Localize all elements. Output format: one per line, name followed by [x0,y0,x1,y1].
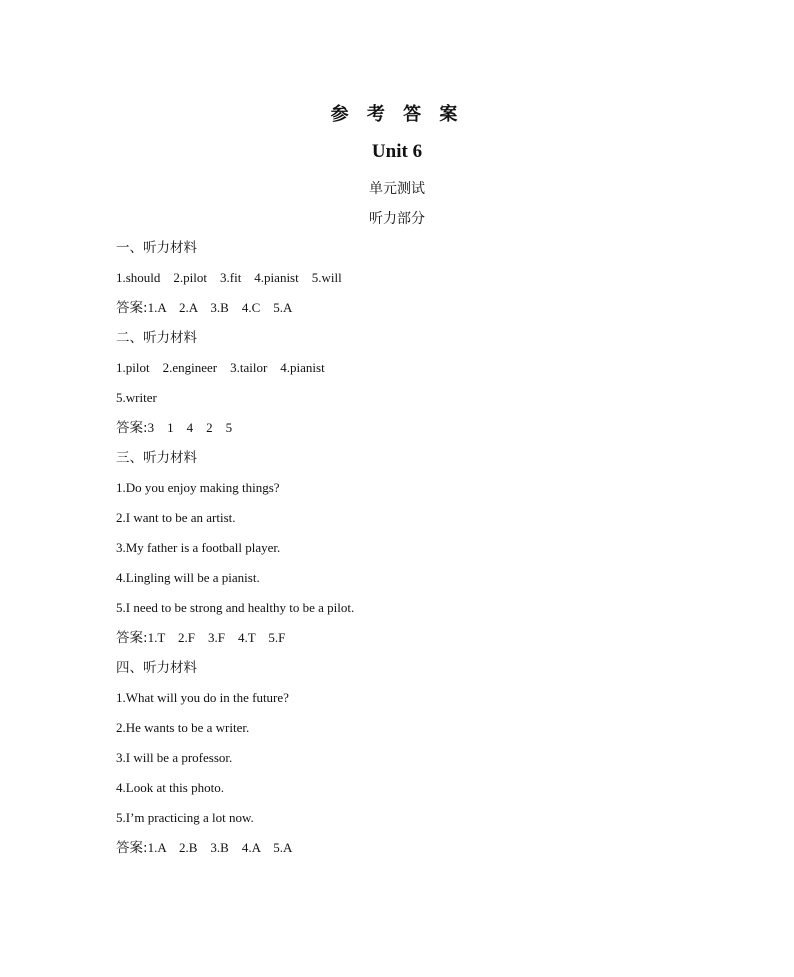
answer-values: 1.T 2.F 3.F 4.T 5.F [147,630,286,645]
listening-item: 1.Do you enjoy making things? [116,480,280,495]
answer-line [116,838,756,868]
listening-item: 4.Look at this photo. [116,780,224,795]
answer-label: 答案: [116,840,148,856]
section-part-heading: 四、听力材料 [116,660,197,676]
section-part-heading: 二、听力材料 [116,330,197,346]
answer-line [116,298,756,328]
listening-item: 2.I want to be an artist. [116,510,236,525]
answer-label: 答案: [116,630,148,646]
section-part-heading: 三、听力材料 [116,450,197,466]
listening-item: 4.Lingling will be a pianist. [116,570,260,585]
answer-values: 1.A 2.B 3.B 4.A 5.A [147,840,293,855]
listening-item: 3.My father is a football player. [116,540,281,555]
listening-item: 3.I will be a professor. [116,750,233,765]
answer-values: 1.A 2.A 3.B 4.C 5.A [147,300,293,315]
answer-line [116,628,756,658]
listening-item: 5.writer [116,390,157,405]
answer-line [116,418,756,448]
answer-label: 答案: [116,300,148,316]
answer-values: 3 1 4 2 5 [147,420,233,435]
listening-item: 5.I’m practicing a lot now. [116,810,254,825]
listening-item: 5.I need to be strong and healthy to be a pilot. [116,600,355,615]
section-part-heading: 一、听力材料 [116,240,197,256]
unit-heading: Unit 6 [371,141,423,162]
listening-item: 1.What will you do in the future? [116,690,289,705]
answer-content [116,238,756,868]
listening-item: 1.pilot 2.engineer 3.tailor 4.pianist [116,360,325,375]
listening-item: 1.should 2.pilot 3.fit 4.pianist 5.will [116,270,342,285]
subsection-heading: 听力部分 [369,211,425,227]
document-title: 参 考 答 案 [330,104,464,125]
section-heading: 单元测试 [369,181,425,197]
answer-label: 答案: [116,420,148,436]
listening-item: 2.He wants to be a writer. [116,720,250,735]
